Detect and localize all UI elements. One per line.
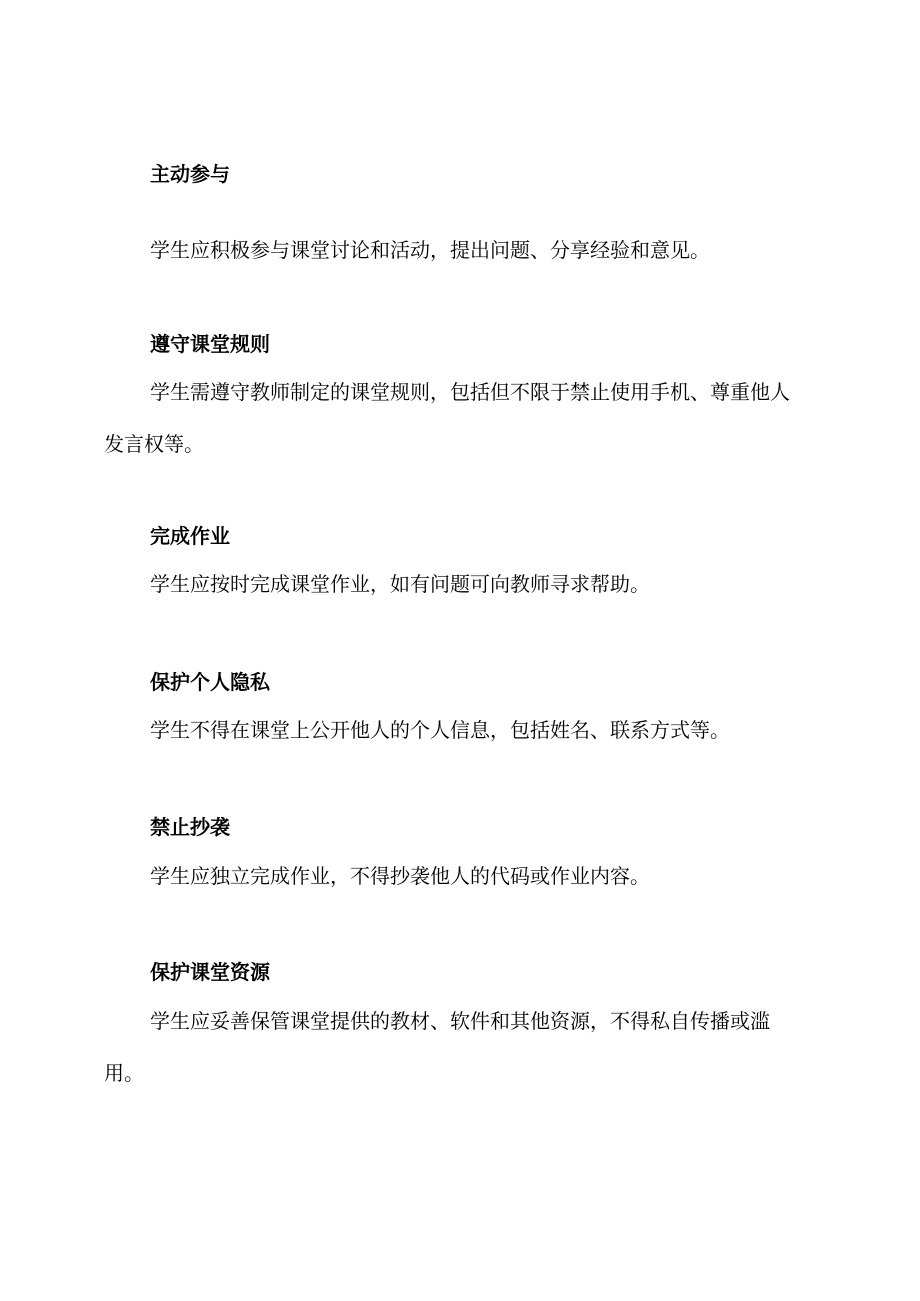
section-text-resources: 学生应妥善保管课堂提供的教材、软件和其他资源，不得私自传播或滥用。 [104,1009,770,1085]
section-text-no-plagiarism: 学生应独立完成作业，不得抄袭他人的代码或作业内容。 [150,864,650,888]
section-heading-active-participation: 主动参与 [150,162,230,186]
section-heading-no-plagiarism: 禁止抄袭 [150,815,230,839]
section-heading-resources: 保护课堂资源 [150,960,270,984]
section-heading-homework: 完成作业 [150,524,230,548]
section-text-active-participation: 学生应积极参与课堂讨论和活动，提出问题、分享经验和意见。 [150,238,710,262]
section-heading-classroom-rules: 遵守课堂规则 [150,332,270,356]
section-text-classroom-rules: 学生需遵守教师制定的课堂规则，包括但不限于禁止使用手机、尊重他人发言权等。 [104,380,790,456]
section-text-privacy: 学生不得在课堂上公开他人的个人信息，包括姓名、联系方式等。 [150,718,730,742]
section-text-homework: 学生应按时完成课堂作业，如有问题可向教师寻求帮助。 [150,572,650,596]
section-heading-privacy: 保护个人隐私 [150,670,270,694]
